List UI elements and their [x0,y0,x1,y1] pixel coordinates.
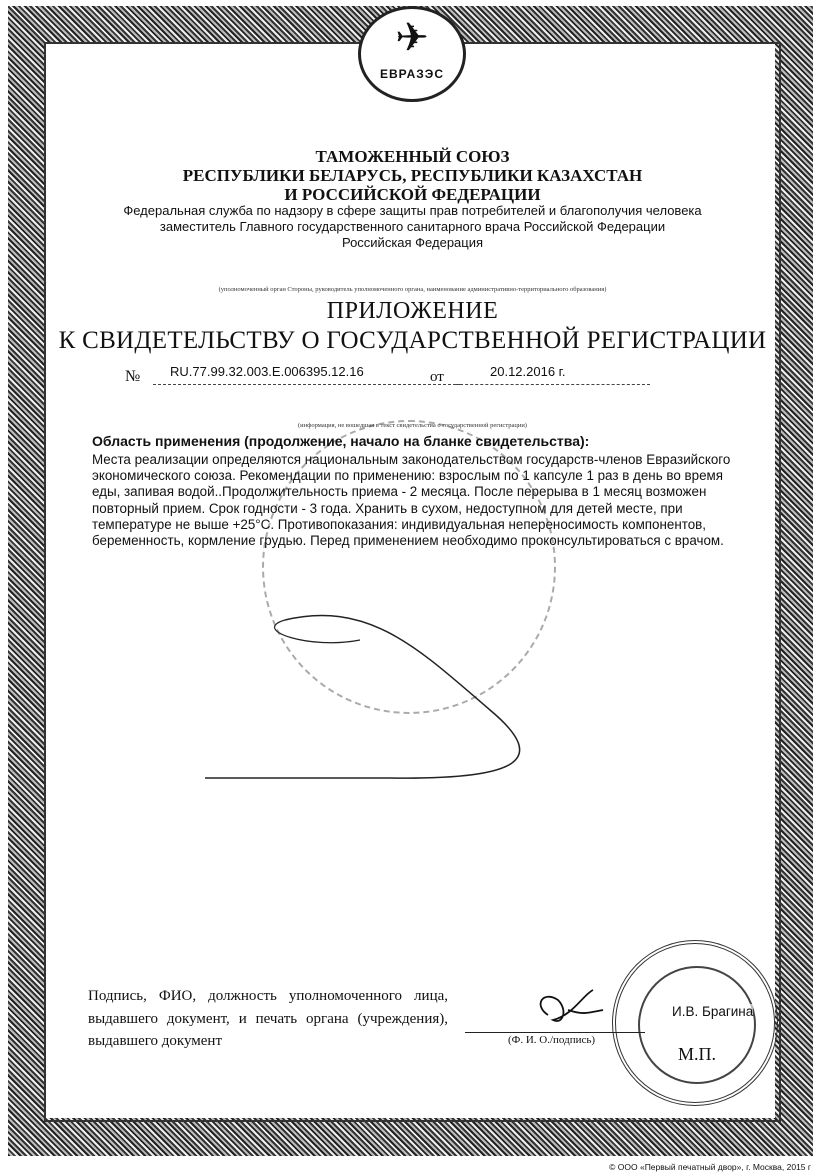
header-line-2: РЕСПУБЛИКИ БЕЛАРУСЬ, РЕСПУБЛИКИ КАЗАХСТАН [182,166,643,185]
header-line-3: И РОССИЙСКОЙ ФЕДЕРАЦИИ [284,185,541,204]
registration-date: 20.12.2016 г. [490,364,566,379]
authority-line-2: заместитель Главного государственного санитарного врача Российской Федерации [159,219,666,234]
authority-line-1: Федеральная служба по надзору в сфере защиты прав потребителей и благополучия человека [123,203,702,218]
signer-name: И.В. Брагина [672,1004,754,1019]
official-stamp [612,940,778,1106]
signature-label: Подпись, ФИО, должность уполномоченного лица, выдавшего документ, и печать органа (учреждения), выдавшего документ [88,988,448,1049]
emblem-label: ЕВРАЗЭС [379,67,444,81]
signature-scribble [190,590,570,790]
stamp-text: М.П. [678,1044,717,1064]
header-line-1: ТАМОЖЕННЫЙ СОЮЗ [315,147,510,166]
authority-note: (уполномоченный орган Стороны, руководитель уполномоченного органа, наименование административно-территориального образования) [218,286,607,293]
section-text: Места реализации определяются национальным законодательством государств-членов Евразийского экономического союза. Рекомендации по применению: взрослым по 1 капсуле 1 раз в день во время еды, запивая водой..Продолжительность приема - 2 месяца. После перерыва в 1 месяц возможен повторный прием. Срок годности - 3 года. Хранить в сухом, недоступном для детей месте, при температуре не выше +25°С. Противопоказания: индивидуальная непереносимость компонентов, беременность, кормление грудью. Перед применением необходимо проконсультироваться с врачом. [92,452,731,549]
title-line-1: ПРИЛОЖЕНИЕ [326,298,499,324]
registration-note: (информация, не вошедшая в текст свидетельства о государственной регистрации) [298,422,527,429]
signature-caption: (Ф. И. О./подпись) [508,1034,596,1046]
registration-line [125,364,650,386]
section-heading: Область применения (продолжение, начало на бланке свидетельства): [92,433,590,449]
registration-number: RU.77.99.32.003.E.006395.12.16 [170,364,364,379]
authority-line-3: Российская Федерация [341,235,484,250]
title-line-2: К СВИДЕТЕЛЬСТВУ О ГОСУДАРСТВЕННОЙ РЕГИСТРАЦИИ [58,327,767,354]
signature-line [465,1032,645,1033]
eurasec-emblem [358,6,466,102]
from-label: от [430,369,444,385]
number-label: № [125,368,141,385]
handwritten-signature [528,985,608,1035]
printer-footer: © ООО «Первый печатный двор», г. Москва, 2015 г [609,1162,811,1172]
emblem-icon: ✈ [395,16,429,60]
